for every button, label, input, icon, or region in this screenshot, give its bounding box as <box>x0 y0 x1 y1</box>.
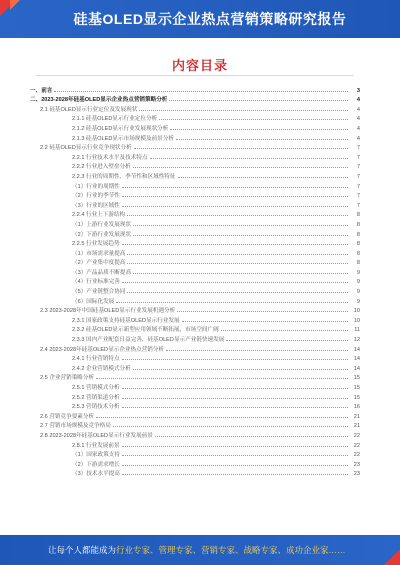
toc-entry-title: 2.2.1 行业技术水平及技术特点 <box>72 154 148 161</box>
toc-entry-page: 11 <box>354 327 360 334</box>
toc-entry-page: 7 <box>356 145 360 152</box>
toc-entry-title: 2.4 2023-2028年硅基OLED显示企业热点营销分析 <box>40 346 165 353</box>
toc-entry-page: 9 <box>356 279 360 286</box>
toc-entry-page: 14 <box>353 365 360 372</box>
toc-leader-dots <box>122 388 348 389</box>
toc-entry[interactable] <box>30 449 360 459</box>
toc-entry[interactable] <box>30 161 360 171</box>
toc-leader-dots <box>159 119 348 120</box>
toc-entry-title: 2.6 营销竞争要素分析 <box>40 413 95 420</box>
toc-leader-dots <box>133 167 348 168</box>
toc-entry-page: 7 <box>356 154 360 161</box>
toc-entry[interactable] <box>30 333 360 343</box>
toc-entry-title: 2.4.2 企业营销模式分析 <box>72 365 131 372</box>
toc-entry[interactable] <box>30 190 360 200</box>
toc-leader-dots <box>122 206 348 207</box>
toc-entry-title: 2.3.1 国家政策支持硅基OLED显示行业发展 <box>72 317 180 324</box>
toc-entry-title: （1）国家政策支持 <box>72 452 120 459</box>
toc-entry[interactable] <box>30 151 360 161</box>
toc-entry[interactable] <box>30 314 360 324</box>
toc-leader-dots <box>182 321 348 322</box>
toc-entry[interactable] <box>30 305 360 315</box>
toc-entry[interactable] <box>30 94 360 104</box>
toc-leader-dots <box>139 110 348 111</box>
toc-leader-dots <box>155 436 348 437</box>
header-corner-accent <box>10 0 22 10</box>
toc-leader-dots <box>127 263 348 264</box>
toc-leader-dots <box>134 148 348 149</box>
toc-entry-page: 8 <box>356 260 360 267</box>
toc-entry-title: 2.2.5 行业发展趋势 <box>72 241 120 248</box>
toc-entry-title: 2.5.2 营销渠道分析 <box>72 394 120 401</box>
footer-banner <box>0 535 400 565</box>
toc-leader-dots <box>113 426 348 427</box>
toc-entry-page: 15 <box>353 394 360 401</box>
toc-entry[interactable] <box>30 266 360 276</box>
toc-leader-dots <box>96 378 348 379</box>
toc-leader-dots <box>127 292 348 293</box>
toc-leader-dots <box>176 139 348 140</box>
toc-entry-page: 4 <box>356 125 360 132</box>
toc-entry-page: 16 <box>353 404 360 411</box>
toc-entry[interactable] <box>30 257 360 267</box>
report-header-banner <box>0 0 400 38</box>
toc-entry-title: （5）产业链整合协同 <box>72 289 126 296</box>
toc-entry-title: 2.8.1 行业发展前景 <box>72 442 120 449</box>
toc-leader-dots <box>122 407 348 408</box>
toc-leader-dots <box>122 455 348 456</box>
toc-entry-title: （2）下游需求增长 <box>72 461 120 468</box>
toc-entry-page: 8 <box>356 241 360 248</box>
toc-entry-title: 2.1 硅基OLED显示行业定位及发展现状 <box>40 106 138 113</box>
toc-entry-page: 7 <box>356 164 360 171</box>
toc-entry[interactable] <box>30 401 360 411</box>
footer-slogan-lead: 让每个人都能成为 <box>48 545 117 555</box>
toc-entry[interactable] <box>30 381 360 391</box>
toc-entry[interactable] <box>30 113 360 123</box>
toc-entry-page: 21 <box>353 413 360 420</box>
toc-entry-title: 2.5.1 营销模式分析 <box>72 385 120 391</box>
table-of-contents <box>30 84 360 477</box>
toc-entry-page: 8 <box>356 231 360 238</box>
toc-leader-dots <box>166 350 348 351</box>
toc-entry[interactable] <box>30 391 360 401</box>
toc-entry-page: 21 <box>353 423 360 430</box>
toc-entry-page: 9 <box>356 298 360 305</box>
toc-entry-title: 2.1.3 硅基OLED显示市场规模及前景分析 <box>72 135 174 142</box>
toc-entry-page: 22 <box>353 432 360 439</box>
toc-entry-title: 2.3.2 硅基OLED显示新型应用领域不断拓展，市场空间广阔 <box>72 327 219 334</box>
toc-leader-dots <box>177 311 348 312</box>
toc-entry[interactable] <box>30 209 360 219</box>
toc-entry-page: 4 <box>356 135 360 142</box>
toc-leader-dots <box>122 187 348 188</box>
toc-leader-dots <box>169 100 348 101</box>
toc-entry[interactable] <box>30 324 360 334</box>
toc-entry-page: 7 <box>356 193 360 200</box>
toc-entry-title: （1）上游行业发展现状 <box>72 221 132 228</box>
toc-entry[interactable] <box>30 458 360 468</box>
toc-entry[interactable] <box>30 180 360 190</box>
toc-entry[interactable] <box>30 238 360 248</box>
toc-entry[interactable] <box>30 362 360 372</box>
toc-entry-page: 23 <box>353 461 360 468</box>
toc-entry-title: 2.3 2023-2028年中国硅基OLED显示行业发展机遇分析 <box>40 308 176 315</box>
toc-entry[interactable] <box>30 122 360 132</box>
toc-entry-title: 2.1.2 硅基OLED显示行业发展现状分析 <box>72 125 169 132</box>
toc-entry-title: 2.2 硅基OLED显示行业竞争现状分析 <box>40 145 132 152</box>
toc-entry[interactable] <box>30 410 360 420</box>
toc-entry-title: （6）国际化发展 <box>72 298 115 305</box>
toc-entry-page: 22 <box>353 442 360 449</box>
toc-entry[interactable] <box>30 142 360 152</box>
toc-entry[interactable] <box>30 132 360 142</box>
toc-entry-title: 2.2.2 行业进入壁垒分析 <box>72 164 131 171</box>
toc-leader-dots <box>133 369 348 370</box>
toc-entry-title: 2.4.1 行业营销特点 <box>72 356 120 363</box>
toc-entry-title: （1）市场需求量提高 <box>72 250 126 257</box>
toc-leader-dots <box>122 196 348 197</box>
toc-entry-page: 9 <box>356 289 360 296</box>
toc-entry-page: 4 <box>356 106 360 113</box>
toc-leader-dots <box>221 330 348 331</box>
toc-divider <box>36 75 354 76</box>
toc-leader-dots <box>122 282 348 283</box>
toc-entry[interactable] <box>30 429 360 439</box>
toc-leader-dots <box>133 235 348 236</box>
toc-leader-dots <box>133 225 348 226</box>
toc-entry-page: 4 <box>356 97 360 104</box>
toc-entry-title: 二、2023-2028年硅基OLED显示企业热点营销策略分析 <box>30 97 168 104</box>
toc-entry-page: 15 <box>353 385 360 391</box>
toc-entry-page: 15 <box>353 375 360 382</box>
toc-heading: 内容目录 <box>171 58 228 73</box>
toc-leader-dots <box>150 158 348 159</box>
toc-entry-title: 2.5 企业营销策略分析 <box>40 375 95 382</box>
toc-entry[interactable] <box>30 276 360 286</box>
toc-entry-page: 7 <box>356 183 360 190</box>
footer-slogan-roles: 行业专家、管理专家、营销专家、战略专家、成功企业家…… <box>116 545 346 555</box>
toc-entry[interactable] <box>30 420 360 430</box>
toc-entry-title: 2.2.3 行业的周期性、季节性和区域性特征 <box>72 173 176 180</box>
toc-entry-page: 3 <box>356 87 360 94</box>
toc-entry[interactable] <box>30 372 360 382</box>
toc-entry-title: （3）行业的区域性 <box>72 202 120 209</box>
toc-entry-page: 23 <box>353 471 360 478</box>
toc-entry-page: 8 <box>356 221 360 228</box>
toc-leader-dots <box>122 244 348 245</box>
toc-entry-title: 2.7 营销市场规模及竞争格局 <box>40 423 111 430</box>
toc-leader-dots <box>127 254 348 255</box>
toc-entry[interactable] <box>30 295 360 305</box>
toc-entry-page: 14 <box>353 356 360 363</box>
toc-leader-dots <box>226 340 348 341</box>
toc-entry-title: 2.2.4 行业上下游结构 <box>72 212 126 219</box>
toc-leader-dots <box>170 129 348 130</box>
toc-leader-dots <box>54 91 348 92</box>
toc-leader-dots <box>122 398 348 399</box>
footer-corner-decoration <box>384 549 400 565</box>
toc-entry-title: 2.1.1 硅基OLED显示行业定位分析 <box>72 116 158 123</box>
toc-entry-title: 2.3.3 国内产业配套日益完善，硅基OLED显示产业链快速发展 <box>72 337 225 344</box>
toc-entry-title: （2）行业的季节性 <box>72 193 120 200</box>
toc-leader-dots <box>122 465 348 466</box>
toc-leader-dots <box>178 177 349 178</box>
toc-leader-dots <box>116 302 348 303</box>
toc-entry-page: 8 <box>356 212 360 219</box>
toc-entry[interactable] <box>30 170 360 180</box>
toc-entry[interactable] <box>30 468 360 478</box>
toc-entry-title: （2）下游行业发展现状 <box>72 231 132 238</box>
toc-entry-title: （3）技术水平提高 <box>72 471 120 478</box>
toc-entry-title: 一、前言 <box>30 87 53 94</box>
toc-leader-dots <box>122 359 348 360</box>
toc-entry-page: 8 <box>356 250 360 257</box>
toc-entry-page: 9 <box>356 269 360 276</box>
toc-entry-page: 10 <box>353 308 360 315</box>
toc-entry-title: 2.5.3 营销技术分析 <box>72 404 120 411</box>
toc-leader-dots <box>122 446 348 447</box>
toc-entry-page: 14 <box>353 346 360 353</box>
toc-entry-page: 22 <box>353 452 360 459</box>
toc-leader-dots <box>122 474 348 475</box>
toc-leader-dots <box>96 417 348 418</box>
toc-entry[interactable] <box>30 439 360 449</box>
toc-entry-title: 2.8 2023-2028年硅基OLED显示行业发展前景 <box>40 432 153 439</box>
toc-entry-page: 10 <box>353 317 360 324</box>
toc-entry[interactable] <box>30 285 360 295</box>
toc-leader-dots <box>133 273 348 274</box>
toc-entry[interactable] <box>30 103 360 113</box>
toc-entry[interactable] <box>30 353 360 363</box>
toc-entry-page: 7 <box>356 202 360 209</box>
footer-slogan <box>48 544 346 556</box>
toc-entry[interactable] <box>30 218 360 228</box>
toc-entry[interactable] <box>30 199 360 209</box>
toc-entry[interactable] <box>30 84 360 94</box>
toc-entry[interactable] <box>30 343 360 353</box>
toc-leader-dots <box>127 215 348 216</box>
toc-entry-title: （1）行业的周期性 <box>72 183 120 190</box>
toc-entry[interactable] <box>30 247 360 257</box>
toc-entry-page: 12 <box>353 337 360 344</box>
toc-entry-title: （2）产业集中度提高 <box>72 260 126 267</box>
toc-entry-page: 4 <box>356 116 360 123</box>
toc-entry-title: （4）行业标准完善 <box>72 279 120 286</box>
toc-entry-title: （3）产品品质不断提高 <box>72 269 132 276</box>
report-title: 硅基OLED显示企业热点营销策略研究报告 <box>73 11 347 27</box>
toc-entry[interactable] <box>30 228 360 238</box>
toc-entry-page: 7 <box>356 173 360 180</box>
